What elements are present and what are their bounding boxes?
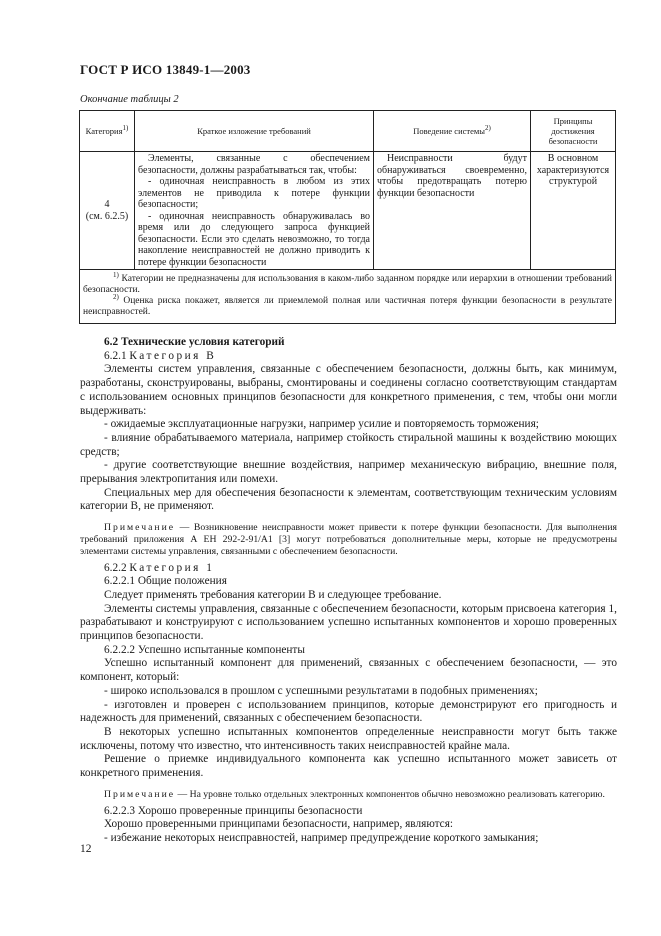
paragraph: Элементы системы управления, связанные с обеспечением безопасности, которым присвоена категория 1, разрабатывают и конструируют с использованием успешно испытанных компонентов и хорошо проверенных принципов безопасности.	[80, 602, 617, 643]
col-header-behavior: Поведение системы$^{2)}$	[374, 111, 531, 152]
requirement-text: Элементы, связанные с обеспечением безопасности, должны разрабатываться так, чтобы:	[138, 153, 370, 176]
list-item: - ожидаемые эксплуатационные нагрузки, например усилие и повторяемость торможения;	[104, 418, 539, 431]
paragraph: Следует применять требования категории В и следующее требование.	[104, 588, 442, 601]
list-item: - широко использовался в прошлом с успешными результатами в подобных применениях;	[104, 684, 538, 697]
table-row	[80, 152, 616, 270]
paragraph: Хорошо проверенными принципами безопасности, например, являются:	[104, 818, 454, 831]
principles-cell	[531, 152, 616, 270]
col-header-principles: Принципы достижения безопасности	[531, 111, 616, 152]
principles-text: В основном характеризуются структурой	[536, 153, 610, 187]
behavior-cell	[374, 152, 531, 270]
category-cell	[80, 152, 135, 270]
page-number: 12	[80, 843, 92, 855]
requirements-cell	[135, 152, 374, 270]
category-ref: (см. 6.2.5)	[85, 210, 129, 222]
subsection-heading: 6.2.1 Категория В	[104, 349, 217, 362]
section-body	[80, 336, 617, 846]
document-header: ГОСТ Р ИСО 13849-1—2003	[80, 62, 251, 77]
table-header-row	[80, 111, 616, 152]
list-item: - изготовлен и проверен с использованием принципов, которые демонстрируют его пригодность и надежность для применений, связанных с обеспечением безопасности.	[80, 698, 617, 725]
footnote: $^{1)}$ Категории не предназначены для использования в каком-либо заданном порядке или иерархии в отношении требований безопасности.	[83, 270, 613, 295]
requirement-text: - одиночная неисправность в любом из этих элементов не приводила к потере функции безопасности;	[138, 176, 370, 210]
requirements-table	[79, 110, 616, 324]
subsubsection-heading: 6.2.2.3 Хорошо проверенные принципы безопасности	[104, 804, 363, 817]
footnotes-cell	[80, 270, 616, 324]
list-item: - влияние обрабатываемого материала, например стойкость стиральной машины к воздействию моющих средств;	[80, 431, 617, 458]
category-number: 4	[104, 199, 110, 210]
paragraph: В некоторых успешно испытанных компонентов определенные неисправности могут быть также исключены, потому что известно, что интенсивность таких неисправностей крайне мала.	[80, 725, 617, 752]
subsubsection-heading: 6.2.2.2 Успешно испытанные компоненты	[104, 643, 305, 656]
note: Примечание — Возникновение неисправности может привести к потере функции безопасности. Для выполнения требований приложения А ЕН 292-2-91/А1 [3] могут потребоваться дополнительные меры, которые не предусмотрены элементами системы управления, связанными с обеспечением безопасности.	[80, 522, 617, 557]
requirement-text: - одиночная неисправность обнаруживалась во время или до следующего запроса функцией безопасности. Если это сделать невозможно, то тогда накопление неисправностей не должно приводить к потере функции безопасности	[138, 210, 370, 268]
col-header-requirements: Краткое изложение требований	[135, 111, 374, 152]
list-item: - избежание некоторых неисправностей, например предупреждение короткого замыкания;	[104, 831, 539, 844]
list-item: - другие соответствующие внешние воздействия, например механическую вибрацию, внешние поля, прерывания электропитания или помехи.	[80, 459, 617, 486]
table-caption: Окончание таблицы 2	[80, 94, 179, 105]
paragraph: Решение о приемке индивидуального компонента как успешно испытанного может зависеть от конкретного применения.	[80, 753, 617, 780]
paragraph: Элементы систем управления, связанные с обеспечением безопасности, должны быть, как минимум, разработаны, сконструированы, выбраны, смонтированы и соединены согласно соответствующим стандартам с использованием основных принципов безопасности для конкретного применения, с тем, чтобы они могли выдерживать:	[80, 363, 617, 417]
footnote: $^{2)}$ Оценка риска покажет, является ли приемлемой полная или частичная потеря функции безопасности в результате неисправностей.	[83, 292, 612, 317]
section-heading: 6.2 Технические условия категорий	[104, 336, 285, 348]
col-header-category: Категория$^{1)}$	[80, 111, 135, 152]
footnotes-row	[80, 270, 616, 324]
behavior-text: Неисправности будут обнаруживаться своевременно, чтобы предотвращать потерю функции безопасности	[377, 153, 527, 199]
subsubsection-heading: 6.2.2.1 Общие положения	[104, 575, 227, 588]
paragraph: Успешно испытанный компонент для применений, связанных с обеспечением безопасности, — это компонент, который:	[80, 657, 617, 684]
note: Примечание — На уровне только отдельных электронных компонентов обычно невозможно реализовать категорию.	[104, 788, 605, 800]
subsection-heading: 6.2.2 Категория 1	[104, 561, 215, 574]
paragraph: Специальных мер для обеспечения безопасности к элементам, соответствующим техническим условиям категории В, не применяют.	[80, 486, 617, 513]
